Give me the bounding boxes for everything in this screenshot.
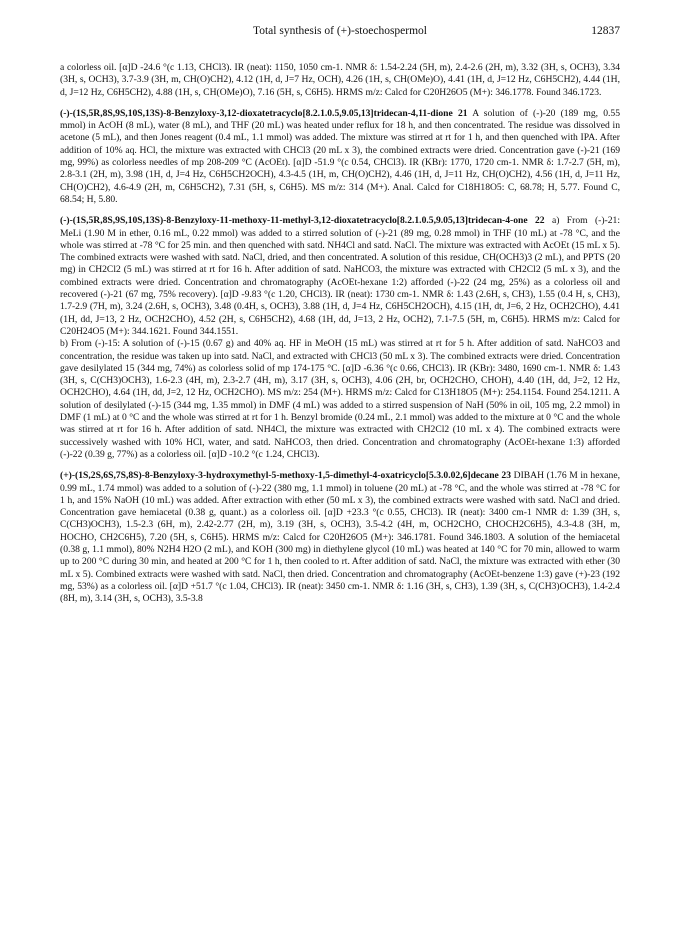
compound-heading: (+)-(1S,2S,6S,7S,8S)-8-Benzyloxy-3-hydroxymethyl-5-methoxy-1,5-dimethyl-4-oxatricyclo[5.3.0.02,6]decane 23 xyxy=(60,470,512,482)
paragraph-compound-22 xyxy=(60,215,620,461)
page-header xyxy=(60,25,620,43)
paragraph-text: DIBAH (1.76 M in hexane, 0.99 mL, 1.74 mmol) was added to a solution of (-)-22 (380 mg, 1.1 mmol) in toluene (20 mL) at -78 °C, and the whole was stirred at -78 °C for 1 h, and 15% NaOH (10 mL) was added. After extraction with ether (50 mL x 3), the combined extracts were washed with satd. NaCl and dried. Concentration gave hemiacetal (0.38 g, quant.) as a colorless oil. [α]D +23.3 °(c 0.55, CHCl3). IR (neat): 3400 cm-1 NMR d: 1.39 (3H, s, C(CH3)OCH3), 1.5-2.3 (6H, m), 2.42-2.77 (2H, m), 3.19 (3H, s, OCH3), 3.5-4.2 (4H, m, OCH2CHO, CHOCH2C6H5), 4.3-4.8 (3H, m, HOCHO, CH2C6H5), 7.20 (5H, s, C6H5). HRMS m/z: Calcd for C20H26O5 (M+): 346.1781. Found 346.1803. A solution of the hemiacetal (0.38 g, 1.1 mmol), 80% N2H4 H2O (2 mL), and KOH (300 mg) in diethylene glycol (10 mL) was heated at 140 °C for 70 min, allowed to warm up to 200 °C during 30 min, and heated at 200 °C for 1 h, then cooled to rt. After addition of satd. NaCl, the mixture was extracted with ether (30 mL x 5). Combined extracts were washed with satd. NaCl, then dried. Concentration and chromatography (AcOEt-benzene 1:3) gave (+)-23 (192 mg, 53%) as a colorless oil. [α]D +51.7 °(c 1.04, CHCl3). IR (neat): 3450 cm-1. NMR δ: 1.16 (3H, s, CH3), 1.39 (3H, s, C(CH3)OCH3), 1.4-2.4 (8H, m), 3.14 (3H, s, OCH3), 3.5-3.8 xyxy=(60,470,620,605)
paragraph-compound-23 xyxy=(60,470,620,605)
running-title: Total synthesis of (+)-stoechospermol xyxy=(253,25,427,37)
page-number: 12837 xyxy=(591,25,620,37)
paragraph-text: a) From (-)-21: MeLi (1.90 M in ether, 0.16 mL, 0.22 mmol) was added to a stirred solution of (-)-21 (89 mg, 0.28 mmol) in THF (10 mL) at -78 °C, and the whole was stirred at -78 °C for 25 min. and then quenched with satd. NH4Cl and satd. NaCl. The mixture was extracted with AcOEt (15 mL x 5). The combined extracts were washed with satd. NaCl, dried, and then concentrated. A solution of this residue, CH(OCH3)3 (2 mL), and PPTS (20 mg) in CH2Cl2 (5 mL) was stirred at rt for 16 h. After addition of satd. NaHCO3, the mixture was extracted with CH2Cl2 (5 mL x 3), and the combined extracts were dried. Concentration and chromatography (AcOEt-hexane 1:2) afforded (-)-22 (24 mg, 25%) as a colorless oil and recovered (-)-21 (67 mg, 75% recovery). [α]D -9.83 °(c 1.20, CHCl3). IR (neat): 1730 cm-1. NMR δ: 1.43 (2.6H, s, CH3), 1.55 (0.4 H, s, CH3), 1.7-2.9 (7H, m), 3.24 (2.6H, s, OCH3), 3.48 (0.4H, s, OCH3), 3.88 (1H, d, J=4 Hz, C6H5CH2OCH), 4.15 (1H, dt, J=6, 2 Hz, OCH2CHO), 4.41 (1H, dd, J=13, 2 Hz, OCH2CHO), 4.52 (2H, s, C6H5CH2), 4.68 (1H, dd, J=13, 2 Hz, OCH2), 7.1-7.5 (5H, m, C6H5). HRMS m/z: Calcd for C20H24O5 (M+): 344.1621. Found 344.1551. xyxy=(60,215,621,337)
paragraph-text: A solution of (-)-20 (189 mg, 0.55 mmol) in AcOH (8 mL), water (8 mL), and THF (20 mL) was heated under reflux for 18 h, and then concentrated. The residue was dissolved in acetone (5 mL), and then Jones reagent (0.4 mL, 1.1 mmol) was added. The mixture was stirred at rt for 1 h, and then quenched with IPA. After addition of 10% aq. HCl, the mixture was extracted with CHCl3 (20 mL x 3), the combined extracts were dried. Concentration gave (-)-21 (169 mg, 99%) as colorless needles of mp 208-209 °C (AcOEt). [α]D -51.9 °(c 0.54, CHCl3). IR (KBr): 1770, 1720 cm-1. NMR δ: 1.7-2.7 (5H, m), 2.8-3.1 (2H, m), 3.98 (1H, d, J=4 Hz, C6H5CH2OCH), 4.3-4.5 (1H, m, CH(O)CH2), 4.46 (1H, d, J=11 Hz, CH(O)CH2), 4.56 (1H, d, J=11 Hz, CH(O)CH2), 4.6-4.9 (2H, m, C6H5CH2), 7.31 (5H, s, C6H5). MS m/z: 314 (M+). Anal. Calcd for C18H18O5: C, 68.78; H, 5.77. Found C, 68.54; H, 5.80. xyxy=(60,107,620,205)
paragraph-continuation xyxy=(60,62,620,99)
paragraph-text: b) From (-)-15: A solution of (-)-15 (0.67 g) and 40% aq. HF in MeOH (15 mL) was stirred at rt for 5 h. After addition of satd. NaHCO3 and concentration, the residue was taken up into satd. NaCl, and extracted with CHCl3 (50 mL x 3). The combined extracts were dried. Concentration gave desilylated 15 (344 mg, 74%) as colorless solid of mp 174-175 °C. [α]D -6.36 °(c 0.66, CHCl3). IR (KBr): 3480, 1690 cm-1. NMR δ: 1.43 (3H, s, C(CH3)OCH3), 1.6-2.3 (4H, m), 2.3-2.7 (4H, m), 3.17 (3H, s, OCH3), 4.06 (2H, br, OCH2CHO, CHOH), 4.40 (1H, dd, J=2, 12 Hz, OCH2CHO), 4.64 (1H, dd, J=2, 12 Hz, OCH2CHO). MS m/z: 254 (M+). HRMS m/z: Calcd for C13H18O5 (M+): 254.1154. Found 254.1211. A solution of desilylated (-)-15 (344 mg, 1.35 mmol) in DMF (4 mL) was added to a stirred suspension of NaH (50% in oil, 105 mg, 2.2 mmol) in DMF (1 mL) at 0 °C and the whole was stirred at rt for 1 h. Benzyl bromide (0.24 mL, 2.1 mmol) was added to the mixture at 0 °C and the whole was stirred at rt for 16 h. After addition of satd. NH4Cl, the mixture was extracted with CH2Cl2 (10 mL x 4). The combined extracts were successively washed with 10% HCl, water, and satd. NaHCO3, then dried. Concentration and chromatography (AcOEt-hexane 1:3) afforded (-)-22 (0.39 g, 77%) as a colorless oil. [α]D -10.2 °(c 1.24, CHCl3). xyxy=(60,338,620,460)
compound-heading: (-)-(1S,5R,8S,9S,10S,13S)-8-Benzyloxy-3,12-dioxatetracyclo[8.2.1.0.5,9.05,13]tridecan-4,11-dione 21 xyxy=(60,107,468,119)
compound-heading: (-)-(1S,5R,8S,9S,10S,13S)-8-Benzyloxy-11-methoxy-11-methyl-3,12-dioxatetracyclo[8.2.1.0.5,9.05,13]tridecan-4-one 22 xyxy=(60,215,545,227)
paragraph-subsection-b xyxy=(60,338,620,461)
paragraph-text: a colorless oil. [α]D -24.6 °(c 1.13, CHCl3). IR (neat): 1150, 1050 cm-1. NMR δ: 1.54-2.24 (5H, m), 2.4-2.6 (2H, m), 3.32 (3H, s, OCH3), 3.34 (3H, s, OCH3), 3.7-3.9 (3H, m, CH(O)CH2), 4.12 (1H, d, J=7 Hz, OCH), 4.26 (1H, s, CH(OMe)O), 4.41 (1H, d, J=12 Hz, C6H5CH2), 4.44 (1H, d, J=12 Hz, C6H5CH2), 4.88 (1H, s, CH(OMe)O), 7.16 (5H, s, C6H5). HRMS m/z: Calcd for C20H26O5 (M+): 346.1778. Found 346.1723. xyxy=(60,62,620,98)
paragraph-compound-21 xyxy=(60,108,620,206)
experimental-text xyxy=(60,62,620,614)
